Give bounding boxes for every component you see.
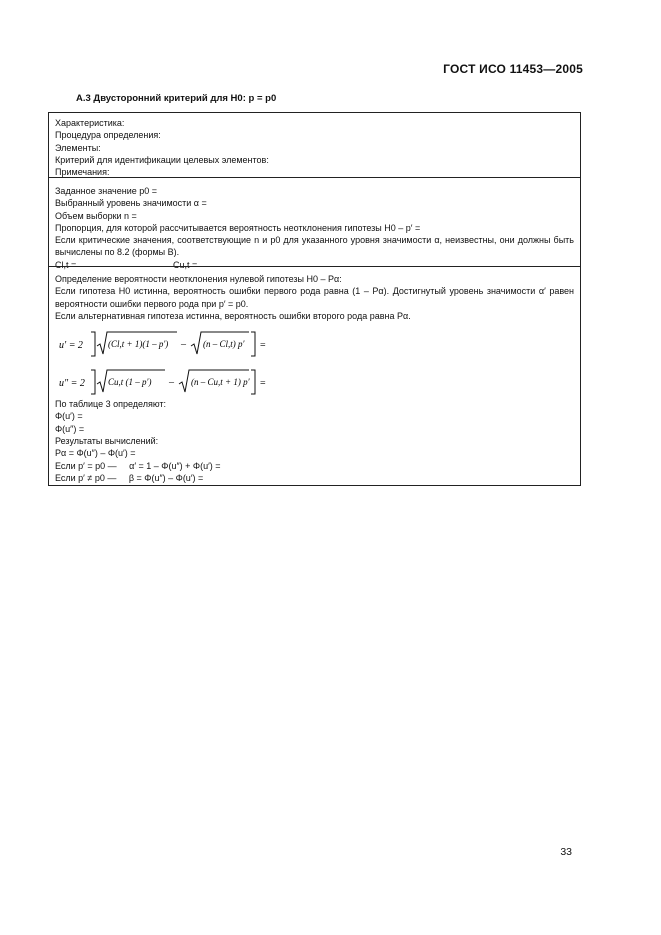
text-paragraph: Если гипотеза H0 истинна, вероятность ошибки первого рода равна (1 – Pα). Достигнутый уровень значимости α′ равен вероятности ошибки первого рода при p′ = p0. <box>55 286 574 309</box>
text-line: Характеристика: <box>55 118 125 128</box>
text-line: Если альтернативная гипотеза истинна, вероятность ошибки второго рода равна Pα. <box>55 310 411 321</box>
text-line: Заданное значение p0 = <box>55 186 158 196</box>
formula-lhs: u′ = 2 <box>59 340 83 352</box>
minus-sign: – <box>181 339 186 351</box>
text-line: Примечания: <box>55 167 110 178</box>
right-bracket <box>251 370 255 394</box>
minus-sign: – <box>169 377 174 389</box>
formula-u-double-prime <box>57 366 317 398</box>
text-line: Если p′ = p0 — α′ = 1 – Φ(u″) + Φ(u′) = <box>55 460 221 471</box>
text-line: Критерий для идентификации целевых элементов: <box>55 154 269 165</box>
calculation-block <box>49 269 580 484</box>
text-line: Пропорция, для которой рассчитывается вероятность неотклонения гипотезы H0 – p′ = <box>55 222 421 233</box>
page-number: 33 <box>560 846 572 858</box>
row-divider <box>49 177 580 178</box>
document-code: ГОСТ ИСО 11453—2005 <box>443 62 583 76</box>
text-line: Объем выборки n = <box>55 210 137 221</box>
section-title: А.3 Двусторонний критерий для H0: p = p0 <box>76 93 277 104</box>
text-line: Если p′ ≠ p0 — β = Φ(u″) – Φ(u′) = <box>55 472 204 483</box>
text-line: Элементы: <box>55 142 101 153</box>
left-bracket <box>91 370 95 394</box>
procedure-table <box>48 112 581 486</box>
formula-term-1: (Cl,t + 1)(1 – p′) <box>108 339 169 350</box>
left-bracket <box>91 332 95 356</box>
text-line: Φ(u″) = <box>55 423 85 434</box>
formula-lhs: u″ = 2 <box>59 378 85 390</box>
row-divider <box>49 266 580 267</box>
formula-equals: = <box>260 340 266 352</box>
right-bracket <box>251 332 255 356</box>
formula-term-2: (n – Cu,t + 1) p′ <box>191 377 250 388</box>
lower-critical-value: Cl,t = <box>55 259 77 270</box>
text-line: По таблице 3 определяют: <box>55 399 167 410</box>
text-line: Определение вероятности неотклонения нулевой гипотезы H0 – Pα: <box>55 274 342 284</box>
text-paragraph: Если критические значения, соответствующие n и p0 для указанного уровня значимости α, неизвестны, они должны быть вычислены по 8.2 (формы В). <box>55 235 574 258</box>
text-line: Φ(u′) = <box>55 411 83 422</box>
text-line: Результаты вычислений: <box>55 436 159 447</box>
characteristics-block <box>49 113 580 178</box>
formula-term-2: (n – Cl,t) p′ <box>203 339 245 350</box>
formula-term-1: Cu,t (1 – p′) <box>108 377 152 388</box>
text-line: Выбранный уровень значимости α = <box>55 198 207 209</box>
upper-critical-value: Cu,t = <box>173 259 198 270</box>
formula-equals: = <box>260 378 266 390</box>
formula-u-prime <box>57 328 317 360</box>
text-line: Процедура определения: <box>55 130 161 141</box>
text-line: Pα = Φ(u″) – Φ(u′) = <box>55 448 136 459</box>
parameters-block <box>49 181 580 271</box>
